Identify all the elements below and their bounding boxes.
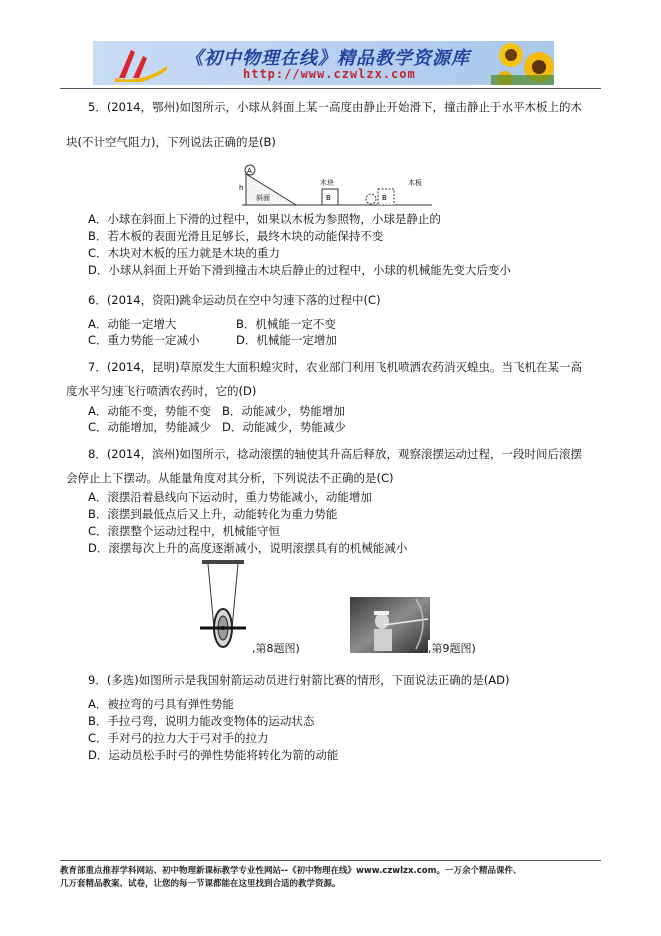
q9-option-a: A．被拉弯的弓具有弹性势能 [88, 697, 234, 711]
q8-option-b: B．滚摆到最低点后又上升，动能转化为重力势能 [88, 507, 338, 521]
q7-stem-line2: 度水平匀速飞行喷洒农药时，它的(D) [66, 384, 257, 398]
q5-fig-block-label: 木块 [320, 179, 334, 187]
q8-option-a: A．滚摆沿着悬线向下运动时，重力势能减小，动能增加 [88, 490, 372, 504]
q7-option-b: B．动能减少，势能增加 [222, 404, 345, 418]
q5-stem-line2: 块(不计空气阻力)，下列说法正确的是(B) [66, 135, 276, 149]
q6-stem: 6．(2014，资阳)跳伞运动员在空中匀速下落的过程中(C) [88, 293, 381, 307]
q9-option-b: B．手拉弓弯，说明力能改变物体的运动状态 [88, 714, 315, 728]
q9-stem: 9．(多选)如图所示是我国射箭运动员进行射箭比赛的情形，下面说法正确的是(AD) [88, 673, 510, 687]
q5-option-d: D．小球从斜面上开始下滑到撞击木块后静止的过程中，小球的机械能先变大后变小 [88, 263, 511, 277]
q9-archer-photo [350, 597, 430, 653]
q6-option-a: A．动能一定增大 [88, 317, 177, 331]
q9-option-d: D．运动员松手时弓的弹性势能将转化为箭的动能 [88, 748, 339, 762]
q5-fig-board-label: 木板 [408, 179, 422, 187]
q9-option-c: C．手对弓的拉力大于弓对手的拉力 [88, 731, 269, 745]
q5-option-c: C．木块对木板的压力就是木块的重力 [88, 246, 281, 260]
q8-figure-caption: ,第8题图) [252, 642, 300, 655]
q8-option-c: C．滚摆整个运动过程中，机械能守恒 [88, 524, 281, 538]
q5-fig-slope-label: 斜面 [256, 194, 270, 202]
q5-fig-ball-label: A [247, 167, 252, 175]
q6-option-b: B．机械能一定不变 [236, 317, 336, 331]
q5-option-a: A．小球在斜面上下滑的过程中，如果以木板为参照物，小球是静止的 [88, 212, 441, 226]
banner-url: http://www.czwlzx.com [243, 67, 416, 81]
sunflower-icon [491, 41, 554, 85]
header-rule [60, 88, 601, 89]
q5-stem-line1: 5．(2014，鄂州)如图所示，小球从斜面上某一高度由静止开始滑下，撞击静止于水平木板上的木 [88, 100, 583, 114]
footer-line1: 教育部重点推荐学科网站、初中物理新课标教学专业性网站--《初中物理在线》www.czwlzx.com。一万余个精品课件、 [60, 866, 522, 876]
footer-rule [60, 860, 601, 861]
q5-option-b: B．若木板的表面光滑且足够长，最终木块的动能保持不变 [88, 229, 384, 243]
q7-stem-line1: 7．(2014，昆明)草原发生大面积蝗灾时，农业部门利用飞机喷洒农药消灭蝗虫。当飞机在某一高 [88, 360, 583, 374]
banner-title: 《初中物理在线》精品教学资源库 [185, 48, 470, 69]
footer-line2: 几万套精品教案、试卷，让您的每一节课都能在这里找到合适的教学资源。 [60, 879, 341, 889]
q6-option-d: D．机械能一定增加 [236, 333, 337, 347]
q8-option-d: D．滚摆每次上升的高度逐渐减小，说明滚摆具有的机械能减小 [88, 541, 408, 555]
q7-option-d: D．动能减少，势能减少 [222, 420, 346, 434]
header-banner [93, 41, 554, 85]
q6-option-c: C．重力势能一定减小 [88, 333, 200, 347]
q8-stem-line1: 8．(2014，滨州)如图所示，捻动滚摆的轴使其升高后释放，观察滚摆运动过程，一段时间后滚摆 [88, 447, 583, 461]
q8-pendulum-figure [188, 558, 258, 654]
q7-option-a: A．动能不变，势能不变 [88, 404, 211, 418]
q5-fig-height-label: h [239, 184, 244, 192]
q9-figure-caption: ,第9题图) [428, 642, 476, 655]
q7-option-c: C．动能增加，势能减少 [88, 420, 212, 434]
q5-fig-block-b2: B [382, 194, 387, 202]
q5-fig-block-b1: B [326, 194, 331, 202]
q5-figure [236, 158, 436, 208]
site-logo-icon [111, 44, 171, 82]
q8-stem-line2: 会停止上下摆动。从能量角度对其分析，下列说法不正确的是(C) [66, 471, 394, 485]
